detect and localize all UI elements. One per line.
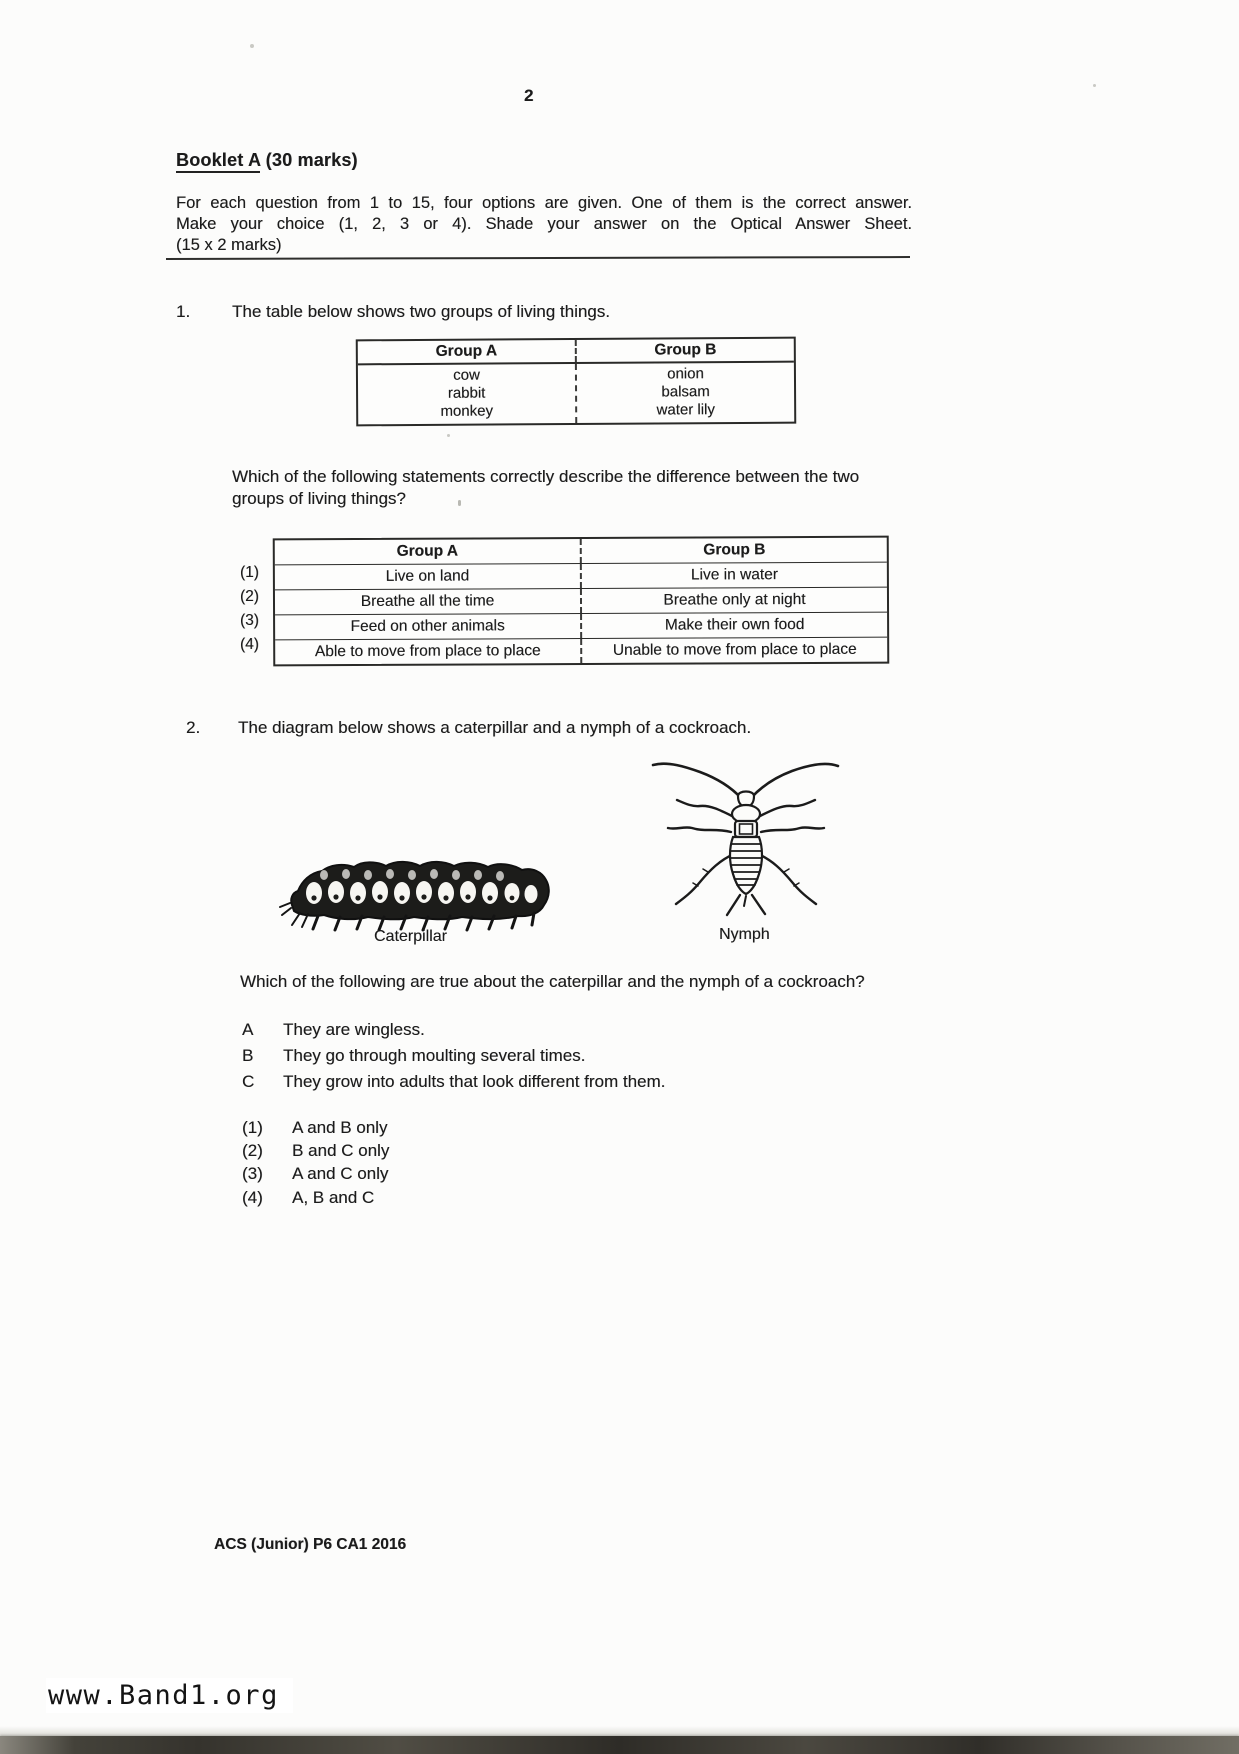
scan-speck	[250, 44, 254, 48]
q2-option-4-number: (4)	[242, 1188, 263, 1207]
caterpillar-illustration	[278, 845, 570, 937]
question-1-number: 1.	[176, 302, 191, 321]
paper-code: ACS (Junior) P6 CA1 2016	[214, 1536, 407, 1553]
table2-cell: Breathe all the time	[275, 589, 582, 614]
q2-option-1-text: A and B only	[292, 1118, 388, 1137]
statement-c-text: They grow into adults that look different from them.	[283, 1072, 666, 1091]
q2-option-4-text: A, B and C	[292, 1188, 375, 1207]
table2-row-label-2: (2)	[240, 588, 259, 605]
table2-row-1	[275, 563, 887, 591]
table2-row-label-3: (3)	[240, 612, 259, 629]
table2-row-label-1: (1)	[240, 564, 259, 581]
table1-item: cow	[453, 366, 480, 384]
scan-bottom-edge	[0, 1736, 1239, 1754]
question-2-number: 2.	[186, 718, 201, 737]
difference-options-table	[273, 536, 890, 667]
table2-row-2	[275, 588, 887, 616]
scan-speck	[458, 500, 461, 506]
table2-cell: Live in water	[690, 566, 778, 584]
table2-header-group-a: Group A	[275, 539, 582, 564]
scan-edge-fade	[0, 1726, 1239, 1736]
table2-cell: Breathe only at night	[663, 591, 806, 609]
table2-row-4	[275, 638, 887, 665]
table1-item: monkey	[440, 402, 493, 420]
question-1-text-line1: Which of the following statements correctly describe the difference between the two	[232, 467, 860, 486]
booklet-title: Booklet A	[176, 150, 260, 173]
nymph-illustration	[648, 756, 843, 928]
table2-cell: Feed on other animals	[275, 614, 582, 639]
table2-header-row	[275, 538, 887, 566]
table2-cell: Make their own food	[664, 616, 805, 634]
table2-header-group-b: Group B	[703, 541, 766, 559]
instructions-marks-line: (15 x 2 marks)	[176, 236, 282, 254]
living-things-table	[356, 337, 797, 427]
section-divider-line	[166, 256, 910, 260]
question-2-text: Which of the following are true about the caterpillar and the nymph of a cockroach?	[240, 972, 865, 991]
watermark-url: www.Band1.org	[46, 1678, 293, 1713]
scan-speck	[1093, 84, 1096, 87]
table2-cell: Able to move from place to place	[275, 639, 582, 664]
q2-option-2-text: B and C only	[292, 1141, 390, 1160]
q2-option-2-number: (2)	[242, 1141, 263, 1160]
table1-header-row	[358, 339, 794, 366]
table1-item: onion	[667, 365, 704, 383]
booklet-heading	[176, 150, 358, 171]
statement-b-letter: B	[242, 1046, 254, 1065]
table1-item: rabbit	[447, 384, 486, 402]
question-1-text	[232, 466, 912, 510]
page-number: 2	[524, 86, 534, 105]
table2-cell: Live on land	[275, 564, 582, 589]
table1-body-row	[358, 363, 794, 425]
table2-cell: Unable to move from place to place	[612, 640, 857, 659]
statement-b-text: They go through moulting several times.	[283, 1046, 586, 1065]
q2-option-1-number: (1)	[242, 1118, 263, 1137]
q2-option-3-number: (3)	[242, 1164, 263, 1183]
question-1-prompt: The table below shows two groups of living things.	[232, 302, 610, 321]
booklet-marks: (30 marks)	[260, 150, 358, 170]
instructions-paragraph	[176, 193, 912, 256]
instructions-line-2: Make your choice (1, 2, 3 or 4). Shade your answer on the Optical Answer Sheet.	[176, 215, 912, 233]
question-2-prompt: The diagram below shows a caterpillar and a nymph of a cockroach.	[238, 718, 752, 737]
table1-item: water lily	[656, 401, 715, 419]
table2-row-label-4: (4)	[240, 636, 259, 653]
table1-header-group-b: Group B	[654, 341, 717, 359]
statement-a-letter: A	[242, 1020, 254, 1039]
nymph-label: Nymph	[719, 926, 770, 943]
table2-row-3	[275, 613, 887, 641]
statement-a-text: They are wingless.	[283, 1020, 425, 1039]
table1-header-group-a: Group A	[358, 340, 577, 363]
table1-group-b-items	[577, 363, 794, 423]
table1-group-a-items	[358, 364, 577, 424]
question-1-text-line2: groups of living things?	[232, 489, 406, 508]
scan-speck	[447, 434, 450, 437]
caterpillar-label: Caterpillar	[374, 928, 447, 945]
instructions-line-1: For each question from 1 to 15, four options are given. One of them is the correct answer.	[176, 194, 912, 212]
q2-option-3-text: A and C only	[292, 1164, 389, 1183]
table1-item: balsam	[661, 383, 710, 401]
statement-c-letter: C	[242, 1072, 255, 1091]
